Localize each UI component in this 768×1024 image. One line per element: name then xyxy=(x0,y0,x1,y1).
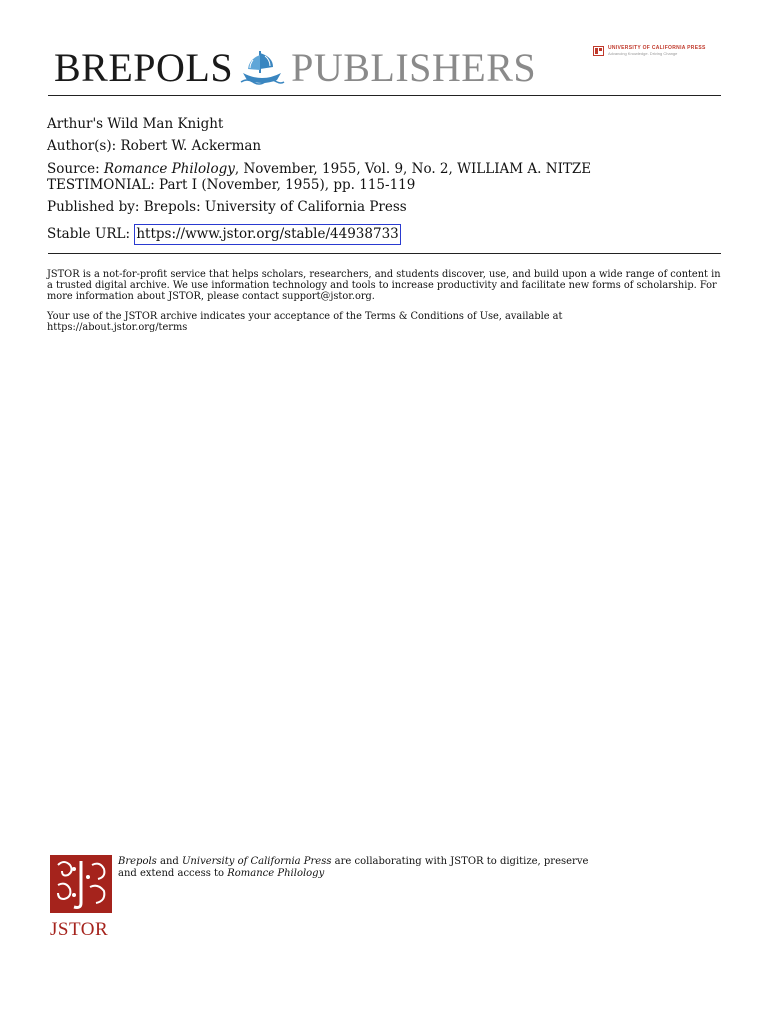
collaboration-statement xyxy=(118,856,718,879)
source-journal: Romance Philology xyxy=(103,161,235,177)
source-detail-line1: , November, 1955, Vol. 9, No. 2, WILLIAM A. NITZE xyxy=(234,161,592,177)
brepols-wordmark: BREPOLS xyxy=(54,44,234,90)
article-title: Arthur's Wild Man Knight xyxy=(47,116,224,132)
ucpress-name: UNIVERSITY OF CALIFORNIA PRESS xyxy=(608,45,706,51)
meta-divider xyxy=(48,253,721,254)
publisher-label: Published by: xyxy=(47,199,140,215)
jstor-notice-paragraph: JSTOR is a not-for-profit service that helps scholars, researchers, and students discover, use, and build upon a wide range of content in a trusted digital archive. We use information technology and tools to increase productivity and facilitate new forms of scholarship. For more information about JSTOR, please contact support@jstor.org. xyxy=(47,269,721,302)
ucpress-mark-icon xyxy=(593,46,604,56)
stable-url-link[interactable]: https://www.jstor.org/stable/44938733 xyxy=(134,224,400,245)
article-stable-url xyxy=(47,226,401,242)
authors-value: Robert W. Ackerman xyxy=(120,138,262,154)
ship-icon xyxy=(239,47,285,87)
publishers-wordmark: PUBLISHERS xyxy=(291,44,537,90)
brepols-logo xyxy=(54,42,536,92)
terms-notice-paragraph xyxy=(47,311,721,333)
footer-journal: Romance Philology xyxy=(227,867,325,879)
article-authors xyxy=(47,138,261,154)
article-publisher xyxy=(47,199,407,215)
publisher-value: Brepols: University of California Press xyxy=(143,199,407,215)
terms-url: https://about.jstor.org/terms xyxy=(47,322,188,333)
source-label: Source: xyxy=(47,161,100,177)
jstor-emblem-icon xyxy=(50,855,112,913)
footer-line2-prefix: and extend access to xyxy=(118,867,225,879)
stable-url-label: Stable URL: xyxy=(47,226,131,242)
terms-notice-line1: Your use of the JSTOR archive indicates your acceptance of the Terms & Conditions of Use, available at xyxy=(47,311,563,322)
footer-publisher-a: Brepols xyxy=(118,856,157,867)
jstor-logo xyxy=(50,855,114,941)
footer-publisher-b: University of California Press xyxy=(182,856,332,867)
ucpress-logo xyxy=(593,45,706,57)
footer-collab-text: are collaborating with JSTOR to digitize, preserve xyxy=(334,856,589,867)
header-divider xyxy=(48,95,721,96)
footer-and: and xyxy=(160,856,179,867)
ucpress-tagline: Advancing Knowledge. Driving Change xyxy=(608,51,678,56)
authors-label: Author(s): xyxy=(47,138,117,154)
article-source xyxy=(47,161,591,193)
jstor-wordmark: JSTOR xyxy=(50,919,109,940)
source-detail-line2: TESTIMONIAL: Part I (November, 1955), pp. 115-119 xyxy=(47,177,416,193)
publisher-header xyxy=(48,38,721,96)
